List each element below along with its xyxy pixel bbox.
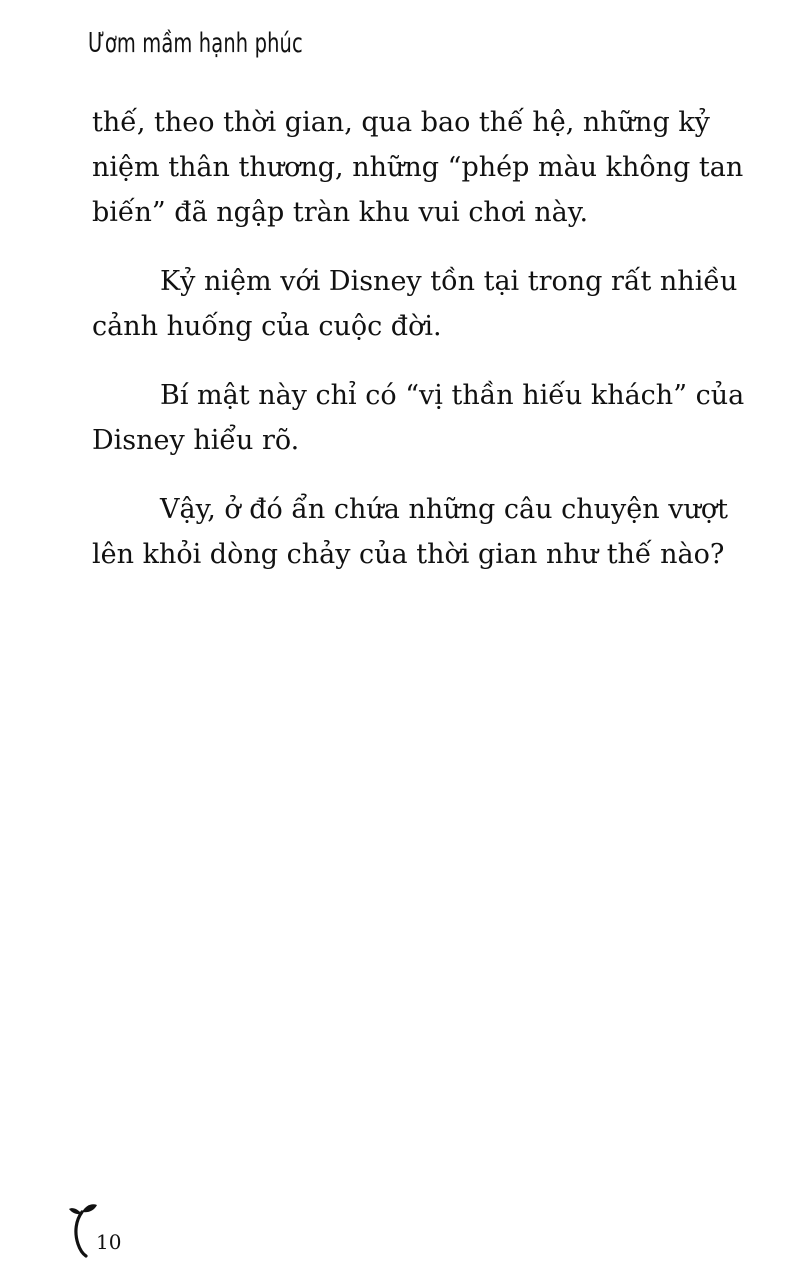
body-text <box>92 100 745 601</box>
text-line: Disney hiểu rõ. <box>92 425 300 456</box>
text-line: cảnh huống của cuộc đời. <box>92 311 442 342</box>
text-line: thế, theo thời gian, qua bao thế hệ, những kỷ <box>92 107 710 138</box>
paragraph-4 <box>92 487 728 577</box>
text-line: Kỷ niệm với Disney tồn tại trong rất nhiều <box>160 266 738 297</box>
sprout-icon <box>68 1202 98 1258</box>
text-line: lên khỏi dòng chảy của thời gian như thế nào? <box>92 539 725 570</box>
paragraph-2 <box>92 259 738 349</box>
paragraph-1 <box>92 100 744 235</box>
running-header-title: Ươm mầm hạnh phúc <box>88 28 303 59</box>
page-footer <box>68 1198 121 1258</box>
page-number: 10 <box>96 1230 122 1254</box>
text-line: Vậy, ở đó ẩn chứa những câu chuyện vượt <box>160 494 728 525</box>
text-line: biến” đã ngập tràn khu vui chơi này. <box>92 197 589 228</box>
text-line: niệm thân thương, những “phép màu không tan <box>92 152 744 183</box>
paragraph-3 <box>92 373 745 463</box>
text-line: Bí mật này chỉ có “vị thần hiếu khách” của <box>160 380 745 411</box>
